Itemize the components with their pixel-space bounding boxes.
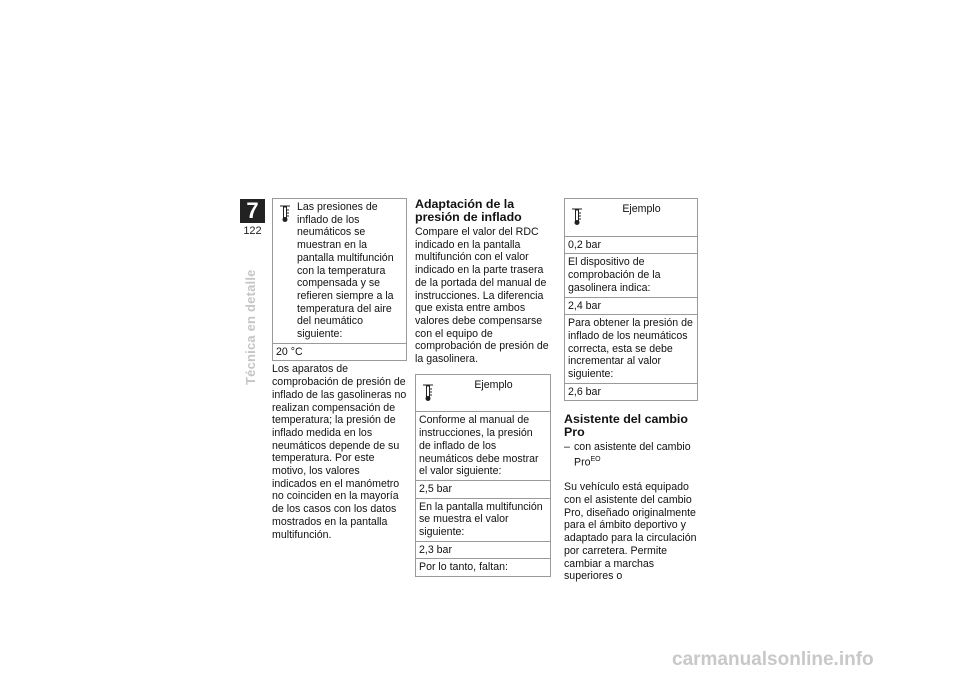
table-row: 2,5 bar: [416, 480, 550, 498]
heading-pressure-adaptation: Adaptación de la presión de inflado: [415, 197, 522, 224]
column-1: [272, 198, 407, 541]
example-header: [416, 375, 550, 412]
page-number: 122: [243, 225, 262, 237]
table-row: 2,3 bar: [416, 541, 550, 559]
heading-shift-assistant: Asistente del cambio Pro: [564, 412, 688, 440]
list-item-text: con asistente del cambio Pro: [574, 441, 691, 469]
watermark: carmanualsonline.info: [672, 649, 874, 670]
example-header: [565, 199, 697, 236]
table-row: 2,6 bar: [565, 383, 697, 401]
table-row: Por lo tanto, faltan:: [416, 558, 550, 576]
chapter-side-title: Técnica en detalle: [243, 269, 258, 385]
paragraph-gauges: Los aparatos de comprobación de presión de inflado de las gasolineras no realizan compensación de temperatura; la presión de inflado medida en los neumáticos depende de su temperatura. Por este motivo, los valores indicados en el manómetro no coinciden en la mayoría de los casos con los datos mostrados en la pantalla multifunción.: [272, 363, 407, 541]
table-row: En la pantalla multifunción se muestra el valor siguiente:: [416, 498, 550, 541]
list-item-sup: EO: [590, 456, 601, 464]
note-box: [272, 198, 407, 361]
table-row: 0,2 bar: [565, 236, 697, 254]
example-label: Ejemplo: [474, 378, 513, 391]
example-label: Ejemplo: [622, 203, 661, 215]
note-value: 20 °C: [273, 343, 406, 361]
table-row: El dispositivo de comprobación de la gasolinera indica:: [565, 253, 697, 296]
note-text: Las presiones de inflado de los neumáticos se muestran en la pantalla multifunción con la temperatura compensada y se refieren siempre a la temperatura del aire del neumático siguiente:: [297, 201, 394, 341]
column-3: [564, 198, 698, 583]
thermometer-icon: [279, 205, 291, 223]
example-table: [415, 374, 551, 577]
thermometer-icon: [422, 384, 434, 402]
column-2: [415, 198, 551, 577]
chapter-number: 7: [240, 199, 265, 223]
table-row: Para obtener la presión de inflado de los neumáticos correcta, esta se debe incrementar al valor siguiente:: [565, 314, 697, 383]
table-row: Conforme al manual de instrucciones, la presión de inflado de los neumáticos debe mostrar el valor siguiente:: [416, 411, 550, 480]
thermometer-icon: [571, 208, 583, 226]
paragraph-shift-assistant: Su vehículo está equipado con el asistente del cambio Pro, diseñado originalmente para el ámbito deportivo y adaptado para la circulación por carretera. Permite cambiar a marchas superiores o: [564, 481, 697, 583]
paragraph-adaptation: Compare el valor del RDC indicado en la pantalla multifunción con el valor indicado en la parte trasera de la portada del manual de instrucciones. La diferencia que exista entre ambos valores debe compensarse con el equipo de comprobación de presión de la gasolinera.: [415, 226, 549, 366]
example-table-continued: [564, 198, 698, 401]
note-row: [273, 199, 406, 343]
list-item: [564, 441, 698, 469]
list-dash: –: [564, 441, 570, 454]
table-row: 2,4 bar: [565, 297, 697, 315]
